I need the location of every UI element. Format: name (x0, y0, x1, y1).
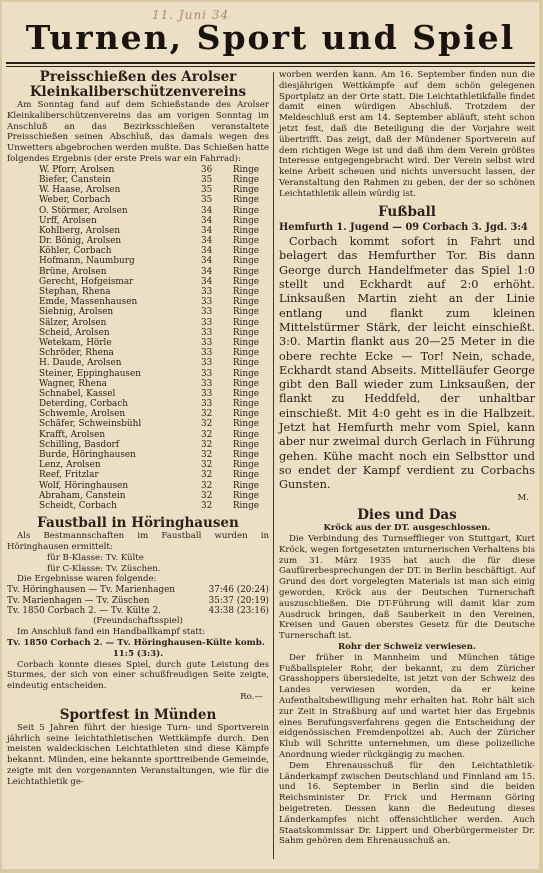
fussball-title: Fußball (378, 203, 436, 220)
shooter-name: Scheid, Arolsen (39, 327, 110, 338)
result-match: Tv. Marienhagen — Tv. Züschen (7, 595, 150, 606)
faustball-title: Faustball in Höringhausen (37, 515, 239, 532)
sportfest-title: Sportfest in Münden (59, 706, 217, 723)
shooting-result-row (7, 491, 269, 501)
score-value: 36 (201, 164, 213, 175)
shooter-name: Stephan, Rhena (39, 287, 111, 298)
newspaper-clipping (2, 2, 539, 869)
shooter-name: Burde, Höringhausen (39, 450, 136, 461)
handball-score: 11:5 (3:3). (112, 648, 164, 659)
score-unit: Ringe (232, 287, 259, 298)
shooter-name: Schnabel, Kassel (39, 388, 116, 399)
shooter-score (201, 430, 259, 440)
result-score: 35:37 (20:19) (208, 595, 269, 606)
score-unit: Ringe (232, 419, 259, 430)
shooter-name: Lenz, Arolsen (39, 460, 101, 471)
score-value: 32 (201, 450, 213, 461)
score-unit: Ringe (232, 276, 259, 287)
score-value: 35 (201, 195, 213, 206)
shooting-result-row (7, 419, 269, 429)
shooter-score (201, 297, 259, 307)
shooting-result-row (7, 369, 269, 379)
shooting-result-row (7, 175, 269, 185)
score-unit: Ringe (232, 460, 259, 471)
shooter-name: Köhler, Corbach (39, 246, 112, 257)
score-value: 32 (201, 439, 213, 450)
shooter-name: Reef, Fritzlar (39, 470, 99, 481)
score-value: 34 (201, 256, 213, 267)
score-unit: Ringe (232, 358, 259, 369)
shooter-name: Schäfer, Schweinsbühl (39, 419, 142, 430)
shooter-score (201, 470, 259, 480)
shooter-name: Weber, Corbach (39, 195, 111, 206)
score-unit: Ringe (232, 307, 259, 318)
masthead: Turnen, Sport und Spiel (25, 18, 516, 57)
faustball-winner: für B-Klasse: Tv. Külte (47, 552, 144, 563)
shooting-results-list (7, 165, 269, 511)
score-unit: Ringe (232, 500, 259, 511)
result-match: Tv. 1850 Corbach 2. — Tv. Külte 2. (7, 605, 162, 616)
score-unit: Ringe (232, 164, 259, 175)
shooter-score (201, 338, 259, 348)
score-value: 33 (201, 358, 213, 369)
shooting-result-row (7, 267, 269, 277)
shooter-name: Kohlberg, Arolsen (39, 225, 121, 236)
shooting-result-row (7, 450, 269, 460)
score-unit: Ringe (232, 337, 259, 348)
shooting-result-row (7, 379, 269, 389)
shooter-name: Steiner, Eppinghausen (39, 368, 141, 379)
shooting-result-row (7, 206, 269, 216)
shooter-score (201, 481, 259, 491)
shooter-name: Urff, Arolsen (39, 215, 97, 226)
shooting-result-row (7, 277, 269, 287)
shooter-name: Deterding, Corbach (39, 399, 129, 410)
shooting-result-row (7, 287, 269, 297)
dies-text-2: Der früher in Mannheim und München tätige Fußballspieler Rohr, der bekannt, zu dem Züricher Grasshoppers übersiedelte, ist jetzt von der Schweiz des Landes verwiesen worden, da er keine Aufenthaltsbewilligung mehr erhalten hat. Rohr hält sich zur Zeit in Straßburg auf und wartet hier das Ergebnis eines Berufungsverfahrens gegen die Entscheidung der eidgenössischen Fremdenpolizei ab. Auch der Züricher Klub will Schritte unternehmen, um diese polizeiliche Anordnung wieder rückgängig zu machen. (279, 652, 535, 761)
shooter-name: Krafft, Arolsen (39, 429, 106, 440)
shooting-result-row (7, 389, 269, 399)
shooter-score (201, 236, 259, 246)
shooting-intro: Am Sonntag fand auf dem Schießstande des Arolser Kleinkaliberschützenvereins das am vorigen Sonntag im Anschluß an das Bezirksschießen veranstaltete Preisschießen seinen Abschluß, das damals wegen des Unwetters abgebrochen werden mußte. Das Schießen hatte folgendes Ergebnis (der erste Preis war ein Fahrrad): (7, 100, 269, 164)
shooting-result-row (7, 297, 269, 307)
score-unit: Ringe (232, 348, 259, 359)
score-unit: Ringe (232, 480, 259, 491)
sportfest-text: Seit 5 Jahren führt der hiesige Turn- und Sportverein jährlich seine leichtathletischen Wettkämpfe durch. Den meisten waldeckischen Leichtathleten sind diese Kämpfe bekannt. Münden, eine bekannte sporttreibende Gemeinde, zeigte mit den vorgenannten Veranstaltungen, wie für die Leichtathletik ge- (7, 722, 269, 787)
shooter-score (201, 195, 259, 205)
shooting-result-row (7, 195, 269, 205)
shooter-name: Schröder, Rhena (39, 348, 114, 359)
score-value: 33 (201, 327, 213, 338)
shooter-score (201, 256, 259, 266)
score-value: 34 (201, 225, 213, 236)
shooting-result-row (7, 348, 269, 358)
score-value: 32 (201, 460, 213, 471)
score-unit: Ringe (232, 378, 259, 389)
shooting-result-row (7, 409, 269, 419)
masthead-rule (6, 62, 535, 64)
shooting-result-row (7, 460, 269, 470)
masthead-rule-thin (6, 66, 535, 67)
shooter-score (201, 185, 259, 195)
shooter-score (201, 206, 259, 216)
shooting-result-row (7, 185, 269, 195)
shooting-result-row (7, 256, 269, 266)
shooting-result-row (7, 236, 269, 246)
shooter-score (201, 358, 259, 368)
sportfest-continued: worben werden kann. Am 16. September finden nun die diesjährigen Wettkämpfe auf dem schön gelegenen Sportplatz an der Orte statt. Die Leichtathletikfalle findet damit einen würdigen Abschluß. Trotzdem der Meldeschluß erst am 14. September abläuft, steht schon jetzt fest, daß die Beteiligung die der Vorjahre weit übertrifft. Das zeigt, daß der Mündener Sportverein auf dem richtigen Wege ist und daß ihm dem Verein größtes Interesse entgegengebracht wird. Der Verein selbst wird keine Arbeit scheuen und nichts unversucht lassen, der Veranstaltung den Rahmen zu geben, der der so schönen Leichtathletik allein würdig ist. (279, 70, 535, 199)
right-column (279, 70, 535, 847)
shooter-name: Gerecht, Hofgeismar (39, 276, 134, 287)
shooting-title-2: Kleinkaliberschützenvereins (29, 84, 247, 100)
shooter-name: Schwemle, Arolsen (39, 409, 126, 420)
shooting-result-row (7, 399, 269, 409)
faustball-intro: Als Bestmannschaften im Faustball wurden in Höringhausen ermittelt: (7, 531, 269, 552)
score-unit: Ringe (232, 256, 259, 267)
score-unit: Ringe (232, 205, 259, 216)
shooter-score (201, 307, 259, 317)
faustball-result-row (7, 596, 269, 606)
shooter-name: Dr. Bönig, Arolsen (39, 236, 122, 247)
shooting-result-row (7, 226, 269, 236)
score-value: 33 (201, 297, 213, 308)
friendly-note: (Freundschaftsspiel) (93, 616, 183, 627)
shooter-score (201, 491, 259, 501)
shooter-name: W. Haase, Arolsen (39, 185, 121, 196)
shooter-score (201, 399, 259, 409)
result-score: 43:38 (23:16) (208, 605, 269, 616)
column-divider (273, 72, 274, 859)
score-value: 34 (201, 266, 213, 277)
left-column (7, 70, 269, 788)
shooting-result-row (7, 246, 269, 256)
shooter-score (201, 348, 259, 358)
shooting-result-row (7, 430, 269, 440)
shooter-name: Wolf, Höringhausen (39, 480, 129, 491)
score-value: 32 (201, 480, 213, 491)
shooter-name: H. Daude, Arolsen (39, 358, 122, 369)
score-unit: Ringe (232, 470, 259, 481)
score-value: 32 (201, 429, 213, 440)
score-value: 33 (201, 399, 213, 410)
result-score: 37:46 (20:24) (208, 585, 269, 596)
shooter-name: Schilling, Basdorf (39, 439, 120, 450)
shooter-name: Scheidt, Corbach (39, 500, 117, 511)
shooter-name: W. Pforr, Arolsen (39, 164, 115, 175)
result-match: Tv. Höringhausen — Tv. Marienhagen (7, 585, 175, 596)
shooter-score (201, 246, 259, 256)
shooter-score (201, 318, 259, 328)
shooting-result-row (7, 501, 269, 511)
score-value: 35 (201, 185, 213, 196)
shooter-score (201, 389, 259, 399)
shooter-name: Sälzer, Arolsen (39, 317, 107, 328)
shooter-score (201, 501, 259, 511)
shooter-name: Siebnig, Arolsen (39, 307, 114, 318)
score-value: 33 (201, 287, 213, 298)
faustball-winner: für C-Klasse: Tv. Züschen. (47, 563, 161, 574)
shooting-result-row (7, 307, 269, 317)
shooter-score (201, 450, 259, 460)
shooter-name: Hofmann, Naumburg (39, 256, 135, 267)
score-unit: Ringe (232, 429, 259, 440)
score-unit: Ringe (232, 439, 259, 450)
shooter-score (201, 165, 259, 175)
score-unit: Ringe (232, 327, 259, 338)
score-unit: Ringe (232, 368, 259, 379)
score-value: 32 (201, 409, 213, 420)
dies-text-3: Dem Ehrenausschuß für den Leichtathletik-Länderkampf zwischen Deutschland und Finnland am 15. und 16. September in Berlin sind die beiden Reichsminister Dr. Frick und Hermann Göring beigetreten. Dessen kann die Bedeutung dieses Länderkampfes nicht offensichtlicher werden. Auch Staatskommissar Dr. Lippert und Oberbürgermeister Dr. Sahm gehören dem Ehrenausschuß an. (279, 760, 535, 847)
score-value: 34 (201, 276, 213, 287)
score-value: 32 (201, 419, 213, 430)
score-value: 34 (201, 205, 213, 216)
score-value: 32 (201, 500, 213, 511)
shooting-result-row (7, 216, 269, 226)
score-unit: Ringe (232, 195, 259, 206)
shooting-result-row (7, 358, 269, 368)
dies-subtitle-2: Rohr der Schweiz verwiesen. (338, 642, 476, 653)
faustball-result-row (7, 585, 269, 595)
score-unit: Ringe (232, 399, 259, 410)
score-unit: Ringe (232, 317, 259, 328)
shooter-score (201, 419, 259, 429)
score-value: 34 (201, 236, 213, 247)
shooter-score (201, 409, 259, 419)
score-unit: Ringe (232, 388, 259, 399)
score-unit: Ringe (232, 490, 259, 501)
fussball-report: Corbach kommt sofort in Fahrt und belagert das Hemfurther Tor. Bis dann George durch Handelfmeter das Spiel 1:0 stellt und Eckhardt auf 2:0 erhöht. Linksaußen Martin zieht an der Linie entlang und flankt zum kleinen Mittelstürmer Stärk, der leicht einschießt. 3:0. Martin flankt aus 20—25 Meter in die obere rechte Ecke — Tor! Nein, schade, Eckhardt stand Abseits. Mittelläufer George gibt den Ball wieder zum Linksaußen, der flankt zu Heddfeld, der unhaltbar einschießt. Mit 4:0 geht es in die Halbzeit. Jetzt hat Hemfurth mehr vom Spiel, kann aber nur zweimal durch Gerlach in Führung gehen. Kühe macht noch ein Selbsttor und so endet der Kampf verdient zu Corbachs Gunsten. (279, 235, 535, 492)
score-value: 33 (201, 307, 213, 318)
shooting-result-row (7, 328, 269, 338)
shooter-score (201, 379, 259, 389)
score-value: 32 (201, 490, 213, 501)
dies-subtitle: Kröck aus der DT. ausgeschlossen. (323, 523, 491, 534)
author-sign: Ro.— (240, 691, 263, 702)
faustball-results-label: Die Ergebnisse waren folgende: (17, 574, 157, 585)
shooting-result-row (7, 470, 269, 480)
score-unit: Ringe (232, 266, 259, 277)
shooting-title: Preisschießen des Arolser (39, 69, 237, 85)
shooting-result-row (7, 165, 269, 175)
shooter-name: Wagner, Rhena (39, 378, 107, 389)
score-value: 35 (201, 174, 213, 185)
shooter-score (201, 328, 259, 338)
shooter-score (201, 460, 259, 470)
dies-text-1: Die Verbindung des Turnsefflieger von Stuttgart, Kurt Kröck, wegen fortgesetzten unturnerischen Verhaltens bis zum 31. März 1935 hat auch die für diese Gaufürerbesprechungen der DT. in Berlin beschäftigt. Auf Grund des dort vorgelegten Materials ist man sich einig geworden, Kröck aus der Deutschen Turnerschaft auszuschließen. Die DT-Führung will damit klar zum Ausdruck bringen, daß Sauberkeit in den Vereinen, Kreisen und Gauen oberstes Gesetz für die Deutsche Turnerschaft ist. (279, 534, 535, 642)
shooter-name: Brüne, Arolsen (39, 266, 107, 277)
shooting-result-row (7, 318, 269, 328)
score-value: 33 (201, 388, 213, 399)
score-value: 32 (201, 470, 213, 481)
handball-intro: Im Anschluß fand ein Handballkampf statt: (17, 627, 206, 638)
score-unit: Ringe (232, 409, 259, 420)
shooter-name: Emde, Massenhausen (39, 297, 138, 308)
score-unit: Ringe (232, 215, 259, 226)
shooter-score (201, 226, 259, 236)
dies-und-das-title: Dies und Das (357, 507, 457, 524)
shooter-score (201, 175, 259, 185)
shooter-score (201, 277, 259, 287)
score-value: 34 (201, 246, 213, 257)
score-unit: Ringe (232, 297, 259, 308)
shooter-name: Biefer, Canstein (39, 174, 111, 185)
score-value: 33 (201, 378, 213, 389)
shooter-score (201, 267, 259, 277)
handball-match: Tv. 1850 Corbach 2. — Tv. Höringhausen-Külte komb. (7, 637, 265, 648)
shooting-result-row (7, 440, 269, 450)
shooting-result-row (7, 481, 269, 491)
score-unit: Ringe (232, 246, 259, 257)
score-value: 33 (201, 368, 213, 379)
score-unit: Ringe (232, 225, 259, 236)
shooter-score (201, 369, 259, 379)
score-value: 33 (201, 348, 213, 359)
shooter-name: Wetekam, Hörle (39, 337, 112, 348)
score-value: 33 (201, 337, 213, 348)
shooter-score (201, 440, 259, 450)
fussball-match: Hemfurth 1. Jugend — 09 Corbach 3. Jgd. 3:4 (279, 221, 528, 233)
shooter-score (201, 287, 259, 297)
score-unit: Ringe (232, 450, 259, 461)
date-stamp: 11. Juni 34 (152, 8, 230, 22)
shooter-score (201, 216, 259, 226)
score-unit: Ringe (232, 185, 259, 196)
shooter-name: O. Störmer, Arolsen (39, 205, 128, 216)
handball-report: Corbach konnte dieses Spiel, durch gute Leistung des Sturmes, der sich von einer schußfreudigen Seite zeigte, eindeutig entscheiden. (7, 659, 269, 692)
score-unit: Ringe (232, 174, 259, 185)
score-value: 34 (201, 215, 213, 226)
score-unit: Ringe (232, 236, 259, 247)
faustball-result-row (7, 606, 269, 616)
shooter-name: Abraham, Canstein (39, 490, 126, 501)
score-value: 33 (201, 317, 213, 328)
shooting-result-row (7, 338, 269, 348)
fussball-sign: M. (517, 492, 529, 503)
